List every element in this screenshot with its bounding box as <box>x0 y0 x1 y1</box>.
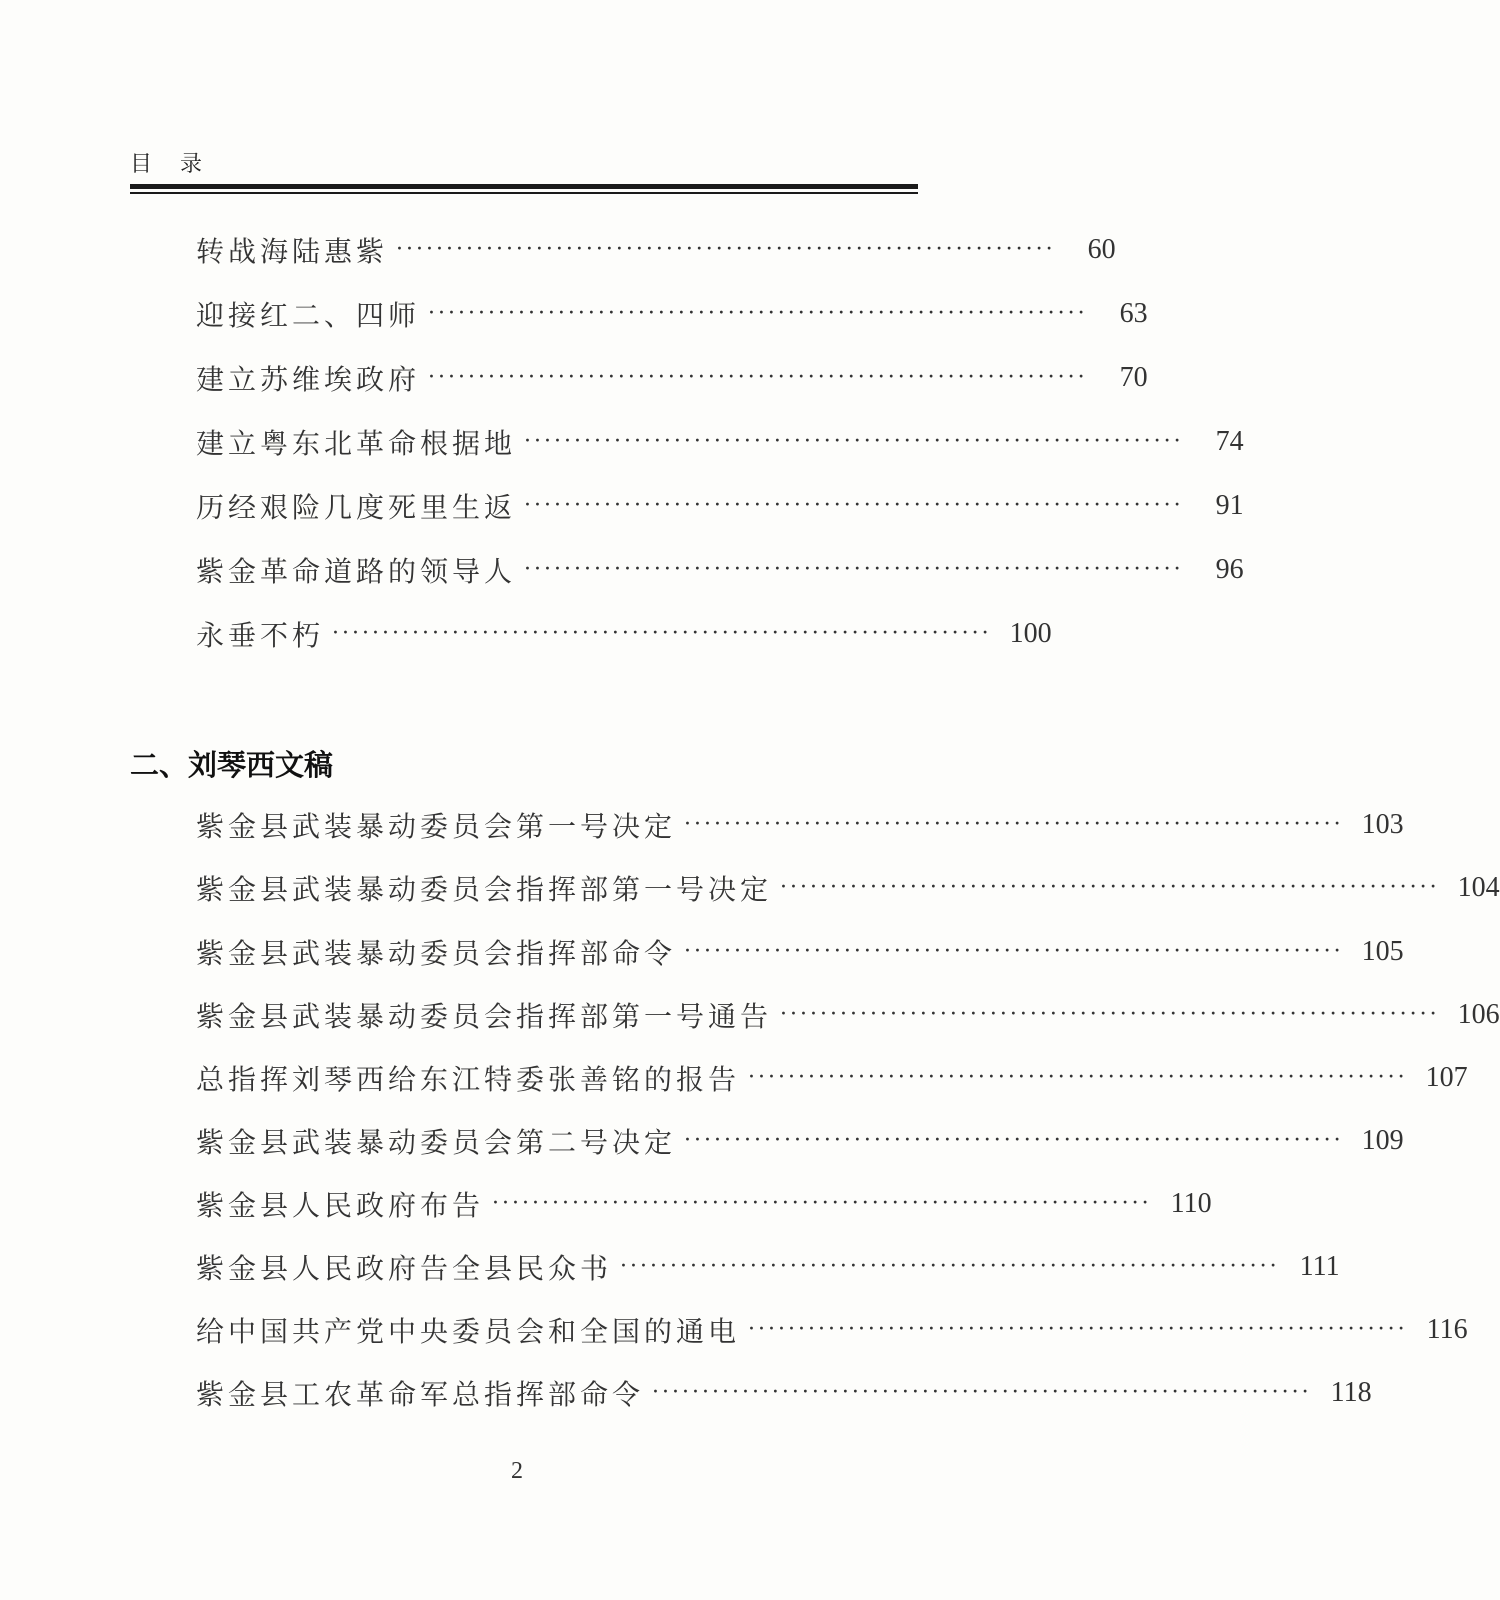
toc-entry-title: 总指挥刘琴西给东江特委张善铭的报告 <box>196 1063 741 1096</box>
leader-dots: ·································································· <box>748 1065 1408 1090</box>
toc-entry[interactable] <box>196 1184 1212 1224</box>
toc-entry[interactable] <box>196 358 1148 398</box>
toc-entry[interactable] <box>196 422 1244 462</box>
toc-entry[interactable] <box>196 614 1052 654</box>
toc-entry-page: 109 <box>1361 1125 1404 1156</box>
toc-entry[interactable] <box>196 995 1500 1035</box>
toc-entry-title: 迎接红二、四师 <box>196 299 421 332</box>
toc-entry-title: 紫金县人民政府布告 <box>196 1189 485 1222</box>
leader-dots: ·································································· <box>524 493 1184 518</box>
running-header <box>130 150 918 194</box>
toc-entry-page: 96 <box>1215 554 1244 585</box>
toc-entry-page: 100 <box>1009 618 1052 649</box>
toc-entry[interactable] <box>196 1121 1404 1161</box>
toc-entry[interactable] <box>196 932 1404 972</box>
toc-entry[interactable] <box>196 1247 1340 1287</box>
leader-dots: ·································································· <box>620 1254 1280 1279</box>
toc-entry-page: 107 <box>1425 1062 1468 1093</box>
leader-dots: ·································································· <box>332 621 992 646</box>
leader-dots: ·································································· <box>748 1317 1408 1342</box>
toc-entry-title: 建立粤东北革命根据地 <box>196 427 517 460</box>
toc-entry-page: 91 <box>1215 490 1244 521</box>
header-rule-thick <box>130 184 918 189</box>
toc-entry-title: 紫金县武装暴动委员会第一号决定 <box>196 810 677 843</box>
toc-entry-title: 永垂不朽 <box>196 619 325 652</box>
toc-entry[interactable] <box>196 486 1244 526</box>
leader-dots: ·································································· <box>428 365 1088 390</box>
toc-entry-page: 116 <box>1426 1314 1468 1345</box>
header-rule-thin <box>130 192 918 194</box>
toc-entry-title: 紫金县武装暴动委员会指挥部第一号通告 <box>196 1000 773 1033</box>
toc-entry-title: 历经艰险几度死里生返 <box>196 491 517 524</box>
leader-dots: ·································································· <box>396 237 1056 262</box>
toc-entry-title: 紫金革命道路的领导人 <box>196 555 517 588</box>
toc-entry-title: 建立苏维埃政府 <box>196 363 421 396</box>
toc-entry-page: 60 <box>1087 234 1116 265</box>
toc-entry-page: 103 <box>1361 809 1404 840</box>
page-number: 2 <box>511 1458 523 1484</box>
toc-entry[interactable] <box>196 550 1244 590</box>
toc-entry-page: 104 <box>1457 872 1500 903</box>
leader-dots: ·································································· <box>684 939 1344 964</box>
toc-entry-page: 111 <box>1299 1251 1340 1282</box>
leader-dots: ·································································· <box>428 301 1088 326</box>
leader-dots: ·································································· <box>652 1380 1312 1405</box>
toc-entry-title: 给中国共产党中央委员会和全国的通电 <box>196 1315 741 1348</box>
toc-entry-page: 63 <box>1119 298 1148 329</box>
header-title: 目录 <box>130 152 231 177</box>
toc-entry-page: 118 <box>1330 1377 1372 1408</box>
leader-dots: ·································································· <box>492 1191 1152 1216</box>
toc-entry[interactable] <box>196 868 1500 908</box>
toc-entry[interactable] <box>196 294 1148 334</box>
toc-entry-title: 紫金县武装暴动委员会第二号决定 <box>196 1126 677 1159</box>
toc-entry-title: 紫金县武装暴动委员会指挥部第一号决定 <box>196 873 773 906</box>
leader-dots: ·································································· <box>780 875 1440 900</box>
toc-entry-title: 紫金县武装暴动委员会指挥部命令 <box>196 937 677 970</box>
toc-entry-page: 105 <box>1361 936 1404 967</box>
toc-entry[interactable] <box>196 805 1404 845</box>
toc-entry[interactable] <box>196 1373 1372 1413</box>
toc-entry[interactable] <box>196 230 1116 270</box>
leader-dots: ·································································· <box>684 812 1344 837</box>
leader-dots: ·································································· <box>780 1002 1440 1027</box>
leader-dots: ·································································· <box>524 429 1184 454</box>
toc-entry-page: 74 <box>1215 426 1244 457</box>
toc-entry[interactable] <box>196 1058 1468 1098</box>
toc-entry-page: 110 <box>1170 1188 1212 1219</box>
section-heading: 二、刘琴西文稿 <box>130 748 334 782</box>
toc-entry-title: 转战海陆惠紫 <box>196 235 389 268</box>
leader-dots: ·································································· <box>524 557 1184 582</box>
toc-entry-title: 紫金县工农革命军总指挥部命令 <box>196 1378 645 1411</box>
toc-entry-page: 70 <box>1119 362 1148 393</box>
toc-entry-page: 106 <box>1457 999 1500 1030</box>
toc-entry-title: 紫金县人民政府告全县民众书 <box>196 1252 613 1285</box>
leader-dots: ·································································· <box>684 1128 1344 1153</box>
toc-entry[interactable] <box>196 1310 1468 1350</box>
